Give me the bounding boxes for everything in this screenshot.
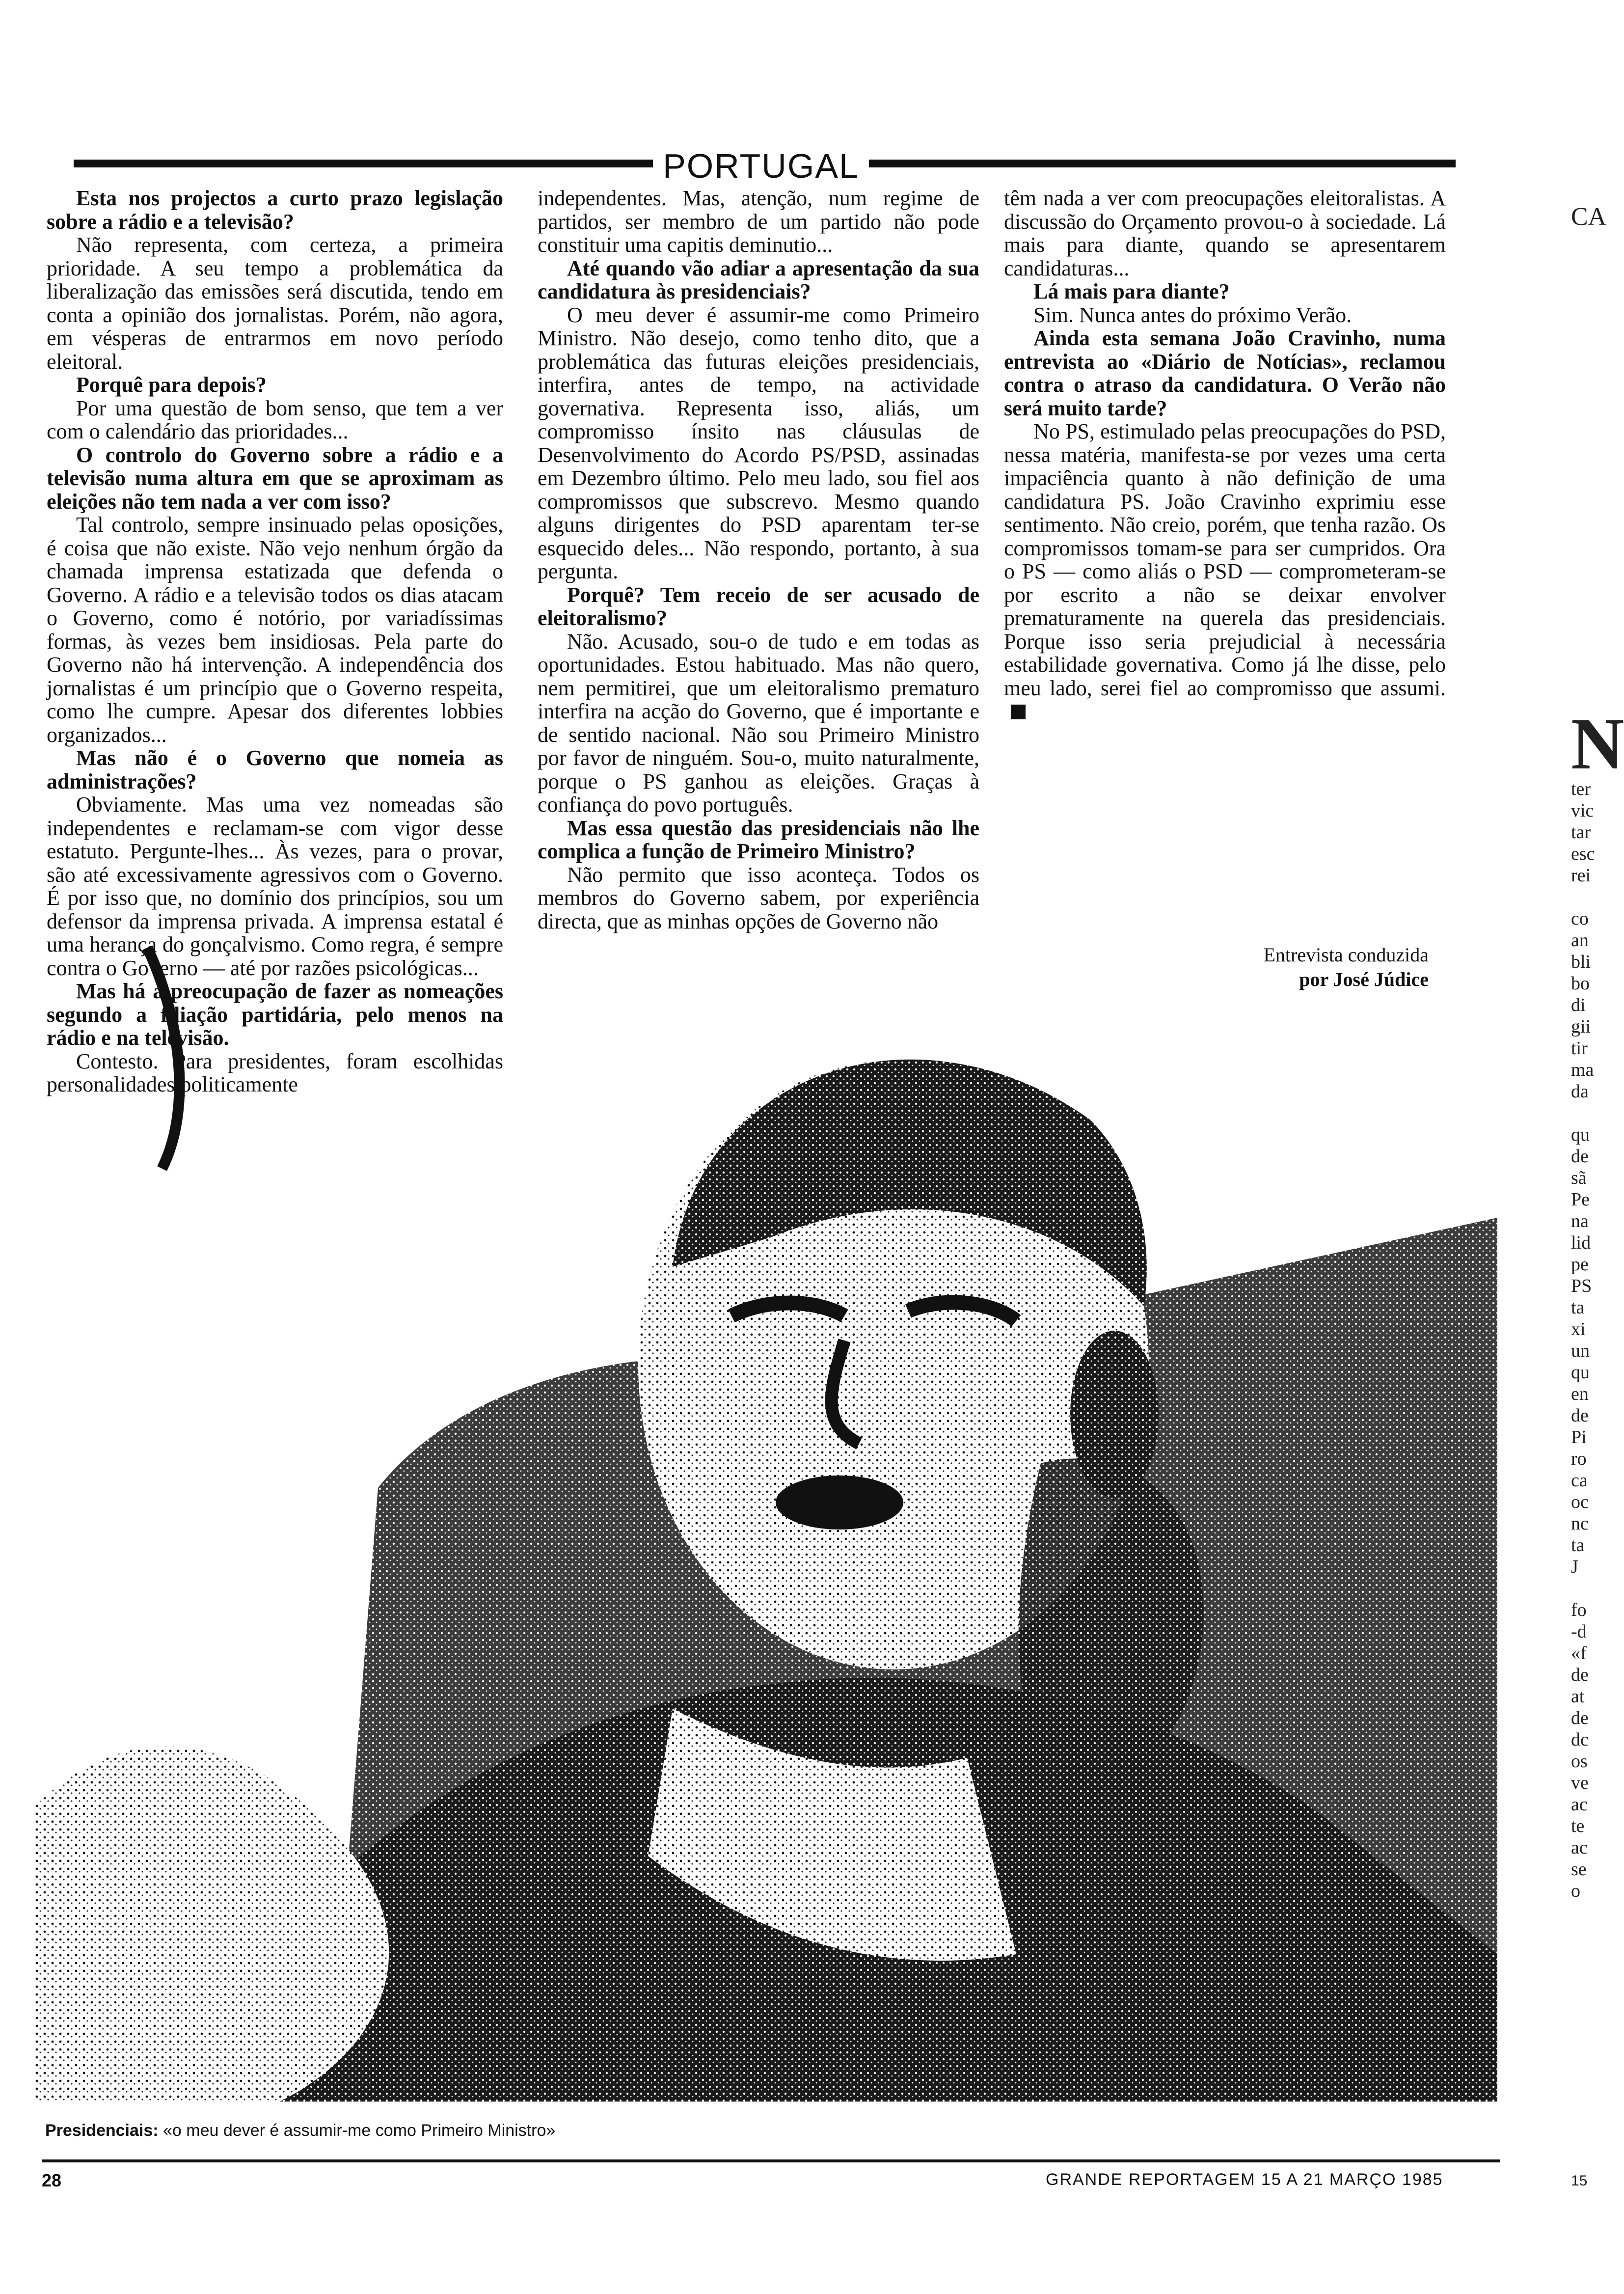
interview-question: Porquê para depois?	[76, 373, 267, 397]
edge-fragment: qu	[1571, 1124, 1590, 1145]
edge-fragment: bli	[1571, 952, 1591, 972]
edge-fragment: de	[1571, 1405, 1589, 1426]
edge-fragment: ro	[1571, 1448, 1587, 1469]
interview-question: Lá mais para diante?	[1033, 279, 1230, 303]
header-rule-left	[74, 160, 653, 167]
edge-fragment: ter	[1571, 779, 1591, 799]
publication-line: GRANDE REPORTAGEM 15 A 21 MARÇO 1985	[1046, 2170, 1443, 2189]
edge-top-fragment: CA	[1571, 203, 1607, 231]
edge-fragment: xi	[1571, 1319, 1586, 1339]
edge-fragment: rei	[1571, 865, 1591, 886]
interview-answer: No PS, estimulado pelas preocupações do PSD, nessa matéria, manifesta-se por vezes uma certa impaciência quanto à não definição de uma candidatura PS. João Cravinho exprimiu esse sentimento. Não creio, porém, que tenha razão. Os compromissos tomam-se para ser cumpridos. Ora o PS — como aliás o PSD — comprometeram-se por escrito a não se deixar envolver prematuramente na querela das presidenciais. Porque isso seria prejudicial à necessária estabilidade governativa. Como já lhe disse, pelo meu lado, serei fiel ao compromisso que assumi.	[1004, 420, 1446, 723]
edge-fragment: J	[1571, 1557, 1578, 1577]
interview-question: Mas há a preocupação de fazer as nomeações segundo a filiação partidária, pelo menos na rádio e na televisão.	[47, 979, 503, 1050]
edge-text-fragments	[1571, 778, 1610, 1902]
edge-fragment	[1571, 1578, 1610, 1599]
interview-question: O controlo do Governo sobre a rádio e a televisão numa altura em que se aproximam as eleições não tem nada a ver com isso?	[47, 442, 503, 514]
interview-answer: independentes. Mas, atenção, num regime de partidos, ser membro de um partido não pode constituir uma capitis deminutio...	[538, 186, 979, 257]
edge-fragment: ta	[1571, 1535, 1585, 1556]
edge-fragment: se	[1571, 1859, 1587, 1880]
edge-fragment: Pi	[1571, 1427, 1587, 1447]
credit-line-2: por José Júdice	[1299, 968, 1429, 990]
edge-fragment: -d	[1571, 1621, 1587, 1642]
interview-question: Até quando vão adiar a apresentação da sua candidatura às presidenciais?	[538, 256, 979, 303]
edge-fragment: ac	[1571, 1837, 1588, 1858]
photo-caption	[45, 2121, 555, 2140]
article-column-3	[1004, 187, 1446, 723]
edge-fragment: ta	[1571, 1297, 1585, 1318]
caption-label: Presidenciais:	[45, 2121, 159, 2140]
section-title: PORTUGAL	[663, 147, 859, 185]
edge-fragment: qu	[1571, 1362, 1590, 1383]
portrait-photo	[34, 923, 1497, 2102]
edge-fragment: ca	[1571, 1470, 1588, 1491]
interview-answer: têm nada a ver com preocupações eleitoralistas. A discussão do Orçamento provou-o à sociedade. Lá mais para diante, quando se apresentarem candidaturas...	[1004, 186, 1446, 280]
edge-fragment: co	[1571, 908, 1589, 929]
edge-fragment: un	[1571, 1340, 1590, 1361]
edge-fragment: tir	[1571, 1038, 1588, 1059]
edge-fragment: ve	[1571, 1773, 1589, 1793]
edge-fragment: fo	[1571, 1600, 1587, 1620]
edge-fragment: nc	[1571, 1513, 1589, 1534]
interview-answer: Não representa, com certeza, a primeira prioridade. A seu tempo a problemática da liberalização das emissões será discutida, tendo em conta a opinião dos jornalistas. Porém, não agora, em vésperas de entrarmos em novo período eleitoral.	[47, 233, 503, 374]
interview-question: Mas não é o Governo que nomeia as administrações?	[47, 746, 503, 793]
edge-fragment: pe	[1571, 1254, 1589, 1275]
edge-fragment	[1571, 1102, 1610, 1124]
interview-answer: Não permito que isso aconteça. Todos os membros do Governo sabem, por experiência directa, que as minhas opções de Governo não	[538, 862, 979, 933]
edge-fragment: ma	[1571, 1060, 1594, 1080]
edge-fragment: esc	[1571, 844, 1595, 864]
edge-fragment: da	[1571, 1081, 1589, 1102]
interview-question: Porquê? Tem receio de ser acusado de eleitoralismo?	[538, 582, 979, 630]
interview-question: Ainda esta semana João Cravinho, numa entrevista ao «Diário de Notícias», reclamou contra o atraso da candidatura. O Verão não será muito tarde?	[1004, 326, 1446, 420]
edge-fragment: os	[1571, 1751, 1588, 1772]
interview-answer: Por uma questão de bom senso, que tem a ver com o calendário das prioridades...	[47, 396, 503, 443]
edge-fragment: vic	[1571, 800, 1594, 821]
edge-fragment: bo	[1571, 973, 1590, 994]
page-number: 28	[42, 2170, 62, 2190]
edge-fragment: «f	[1571, 1643, 1587, 1664]
edge-fragment: PS	[1571, 1276, 1592, 1296]
edge-fragment: gii	[1571, 1016, 1591, 1037]
interview-answer: Não. Acusado, sou-o de tudo e em todas as oportunidades. Estou habituado. Mas não quero, nem permitirei, que um eleitoralismo prematuro interfira na acção do Governo, que é importante e de sentido nacional. Não sou Primeiro Ministro por favor de ninguém. Sou-o, muito naturalmente, porque o PS ganhou as eleições. Graças à confiança do povo português.	[538, 629, 979, 817]
interview-answer: Sim. Nunca antes do próximo Verão.	[1033, 302, 1352, 327]
footer-rule	[42, 2159, 1500, 2162]
edge-fragment: tar	[1571, 822, 1591, 843]
edge-fragment: di	[1571, 995, 1586, 1015]
interview-question: Mas essa questão das presidenciais não lhe complica a função de Primeiro Ministro?	[538, 816, 979, 863]
edge-fragment: na	[1571, 1211, 1589, 1231]
edge-fragment: de	[1571, 1146, 1589, 1167]
header-rule-right	[869, 160, 1456, 167]
interview-answer: Contesto. Para presidentes, foram escolhidas personalidades politicamente	[47, 1049, 503, 1096]
edge-fragment: en	[1571, 1384, 1589, 1404]
edge-fragment	[1571, 886, 1610, 908]
edge-fragment: de	[1571, 1708, 1589, 1728]
interview-question: Esta nos projectos a curto prazo legislação sobre a rádio e a televisão?	[47, 186, 503, 234]
edge-fragment: de	[1571, 1665, 1589, 1685]
edge-page-number: 15	[1571, 2173, 1588, 2189]
portrait-illustration	[34, 923, 1497, 2102]
credit-line-1: Entrevista conduzida	[1263, 944, 1429, 966]
interview-answer: Tal controlo, sempre insinuado pelas oposições, é coisa que não existe. Não vejo nenhum órgão da chamada imprensa estatizada que defenda o Governo. A rádio e a televisão todos os dias atacam o Governo, como é notório, por variadíssimas formas, às vezes bem insidiosas. Pela parte do Governo não há intervenção. A independência dos jornalistas é um princípio que o Governo respeita, como lhe cumpre. Apesar dos diferentes lobbies organizados...	[47, 513, 503, 747]
edge-drop-letter: N	[1571, 703, 1624, 785]
edge-fragment: lid	[1571, 1232, 1591, 1253]
edge-fragment: ac	[1571, 1794, 1588, 1815]
edge-fragment: Pe	[1571, 1189, 1590, 1210]
edge-fragment: oc	[1571, 1492, 1589, 1512]
end-mark	[1011, 705, 1026, 719]
caption-text: «o meu dever é assumir-me como Primeiro Ministro»	[163, 2121, 556, 2140]
edge-fragment: an	[1571, 930, 1589, 951]
article-column-2	[538, 187, 979, 933]
interview-answer: O meu dever é assumir-me como Primeiro Ministro. Não desejo, como tenho dito, que a problemática das futuras eleições presidenciais, interfira, antes de tempo, na actividade governativa. Representa isso, aliás, um compromisso ínsito nas cláusulas de Desenvolvimento do Acordo PS/PSD, assinadas em Dezembro último. Pelo meu lado, sou fiel aos compromissos que subscrevo. Mesmo quando alguns dirigentes do PSD aparentam ter-se esquecido deles... Não respondo, portanto, à sua pergunta.	[538, 302, 979, 583]
edge-fragment: dc	[1571, 1729, 1589, 1750]
edge-fragment: te	[1571, 1816, 1585, 1836]
edge-fragment: sã	[1571, 1168, 1587, 1188]
edge-fragment: o	[1571, 1881, 1580, 1901]
interview-answer: Obviamente. Mas uma vez nomeadas são independentes e reclamam-se com vigor desse estatuto. Pergunte-lhes... Às vezes, para o provar, são até excessivamente agressivos com o Governo. É por isso que, no domínio dos princípios, sou um defensor da imprensa privada. A imprensa estatal é uma herança do gonçalvismo. Como regra, é sempre contra o Governo — até por razões psicológicas...	[47, 792, 503, 980]
edge-fragment: at	[1571, 1686, 1585, 1707]
